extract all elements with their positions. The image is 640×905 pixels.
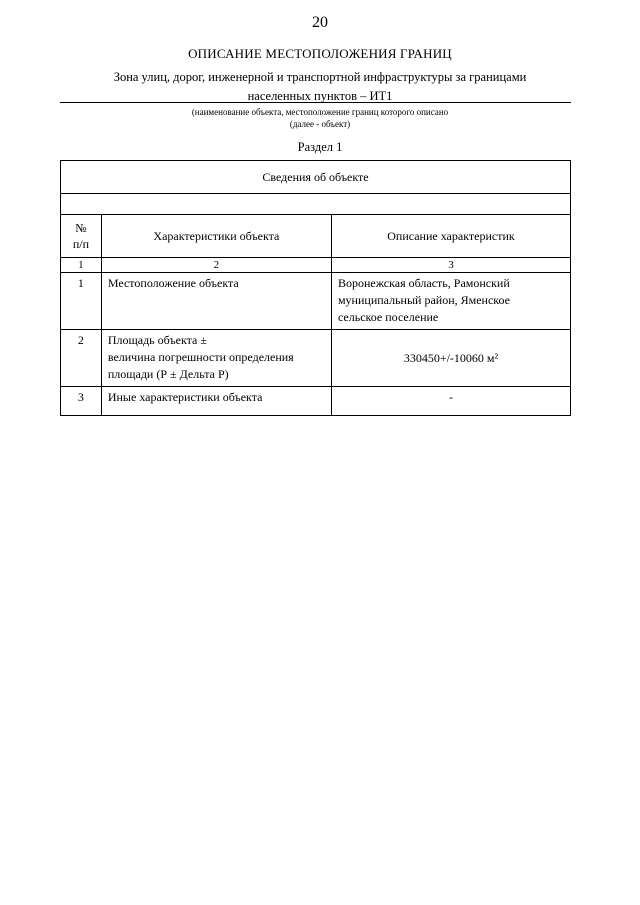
column-header-characteristics: Характеристики объекта <box>101 215 331 258</box>
row-characteristic-cell <box>101 273 331 330</box>
object-name-caption <box>60 106 580 130</box>
row-description <box>332 273 570 329</box>
row-characteristic-cell <box>101 387 331 416</box>
caption-line-2: (далее - объект) <box>289 119 351 129</box>
table-row <box>61 387 571 416</box>
row-characteristic: Иные характеристики объекта <box>107 390 263 404</box>
row-num: 3 <box>77 390 84 404</box>
table-header: Сведения об объекте <box>61 161 571 194</box>
object-name <box>60 68 580 106</box>
caption-line-1: (наименование объекта, местоположение границ которого описано <box>191 107 449 117</box>
column-header-row <box>61 215 571 258</box>
table-row <box>61 273 571 330</box>
object-info-table <box>60 160 571 416</box>
column-number-2: 2 <box>101 258 331 273</box>
column-number-1: 1 <box>61 258 102 273</box>
row-num-cell <box>61 273 102 330</box>
row-num: 1 <box>77 276 84 290</box>
row-description: - <box>448 390 453 404</box>
column-header-num <box>61 215 102 258</box>
column-header-num-line-1: № <box>75 221 87 235</box>
row-description: 330450+/-10060 м² <box>331 330 570 387</box>
row-description-cell <box>331 273 570 330</box>
column-number-3: 3 <box>331 258 570 273</box>
row-description-line: сельское поселение <box>337 310 439 324</box>
document-title: ОПИСАНИЕ МЕСТОПОЛОЖЕНИЯ ГРАНИЦ <box>188 46 452 61</box>
row-description-cell <box>331 387 570 416</box>
object-name-underline <box>60 102 571 103</box>
row-description-line: муниципальный район, Яменское <box>337 293 510 307</box>
row-num: 2 <box>77 333 84 347</box>
object-name-line-1: Зона улиц, дорог, инженерной и транспортной инфраструктуры за границами <box>113 70 527 84</box>
row-characteristic <box>102 330 331 386</box>
table-header-row <box>61 161 571 194</box>
row-num-cell <box>61 330 102 387</box>
row-characteristic-line: Площадь объекта ± <box>107 333 207 347</box>
object-name-line-2: населенных пунктов – ИТ1 <box>247 89 393 103</box>
table-spacer-row <box>61 194 571 215</box>
row-characteristic: Местоположение объекта <box>107 276 239 290</box>
column-header-description: Описание характеристик <box>331 215 570 258</box>
row-num-cell <box>61 387 102 416</box>
row-characteristic-line: величина погрешности определения <box>107 350 294 364</box>
row-description-line: Воронежская область, Рамонский <box>337 276 510 290</box>
table-row <box>61 330 571 387</box>
row-characteristic-cell <box>101 330 331 387</box>
column-number-row <box>61 258 571 273</box>
table-spacer-cell <box>61 194 571 215</box>
column-header-num-line-2: п/п <box>72 237 90 251</box>
section-title: Раздел 1 <box>297 140 343 154</box>
row-characteristic-line: площади (Р ± Дельта Р) <box>107 367 229 381</box>
page-number: 20 <box>312 14 328 31</box>
